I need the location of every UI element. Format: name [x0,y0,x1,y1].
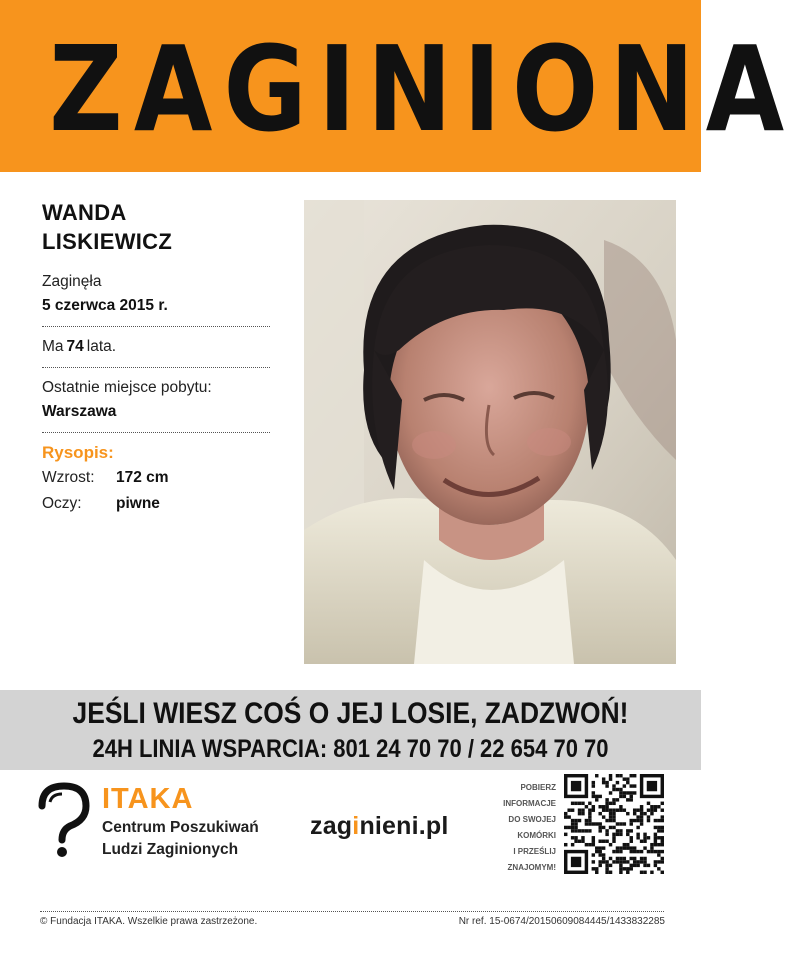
height-row [42,465,272,491]
last-place-block [42,368,272,432]
eyes-label: Oczy: [42,495,82,512]
qr-instruction-line: KOMÓRKI [517,831,556,840]
age-line [42,335,272,359]
qr-instructions [478,780,556,876]
qr-code-icon[interactable] [564,774,664,874]
height-value: 172 cm [116,469,169,486]
last-name: LISKIEWICZ [42,229,173,254]
zaginieni-logo[interactable] [310,810,449,842]
description-block [42,433,272,525]
missing-date-block [42,270,272,326]
last-place: Warszawa [42,403,117,420]
header-banner [0,0,795,172]
eyes-value: piwne [116,495,160,512]
itaka-subtitle-line2: Ludzi Zaginionych [102,841,239,858]
zaginieni-logo-part: zag [310,812,353,840]
zaginieni-logo-part: nieni.pl [359,812,449,840]
footer-divider [40,911,664,912]
qr-instruction-line: DO SWOJEJ [508,815,556,824]
poster-title: ZAGINIONA [49,20,795,158]
reference-number: Nr ref. 15-0674/20150609084445/1433832285 [458,916,665,927]
itaka-subtitle-line1: Centrum Poszukiwań [102,819,259,836]
person-info [42,198,272,525]
qr-instruction-line: I PRZEŚLIJ [513,847,556,856]
height-label: Wzrost: [42,469,95,486]
age-prefix: Ma [42,338,64,355]
missing-date: 5 czerwca 2015 r. [42,297,168,314]
qr-instruction-line: ZNAJOMYM! [507,863,556,872]
itaka-logo-name: ITAKA [102,783,194,815]
qr-instruction-line: POBIERZ [520,783,556,792]
portrait-photo-icon [304,200,676,664]
support-phone-line: 24H LINIA WSPARCIA: 801 24 70 70 / 22 654 70 70 [92,735,609,763]
zaginieni-logo-accent: i [352,812,360,840]
call-to-action-banner [0,690,701,770]
copyright: © Fundacja ITAKA. Wszelkie prawa zastrzeżone. [40,916,258,927]
qr-instruction-line: INFORMACJE [503,799,556,808]
eyes-row [42,491,272,517]
portrait-photo [304,200,676,664]
description-title: Rysopis: [42,443,114,462]
age-suffix: lata. [86,338,117,355]
last-place-label: Ostatnie miejsce pobytu: [42,379,212,396]
age-value: 74 [66,338,84,355]
age-block [42,327,272,367]
first-name: WANDA [42,200,127,225]
missing-label: Zaginęła [42,273,102,290]
itaka-question-mark-icon [36,782,92,860]
call-to-action: JEŚLI WIESZ COŚ O JEJ LOSIE, ZADZWOŃ! [72,697,629,730]
